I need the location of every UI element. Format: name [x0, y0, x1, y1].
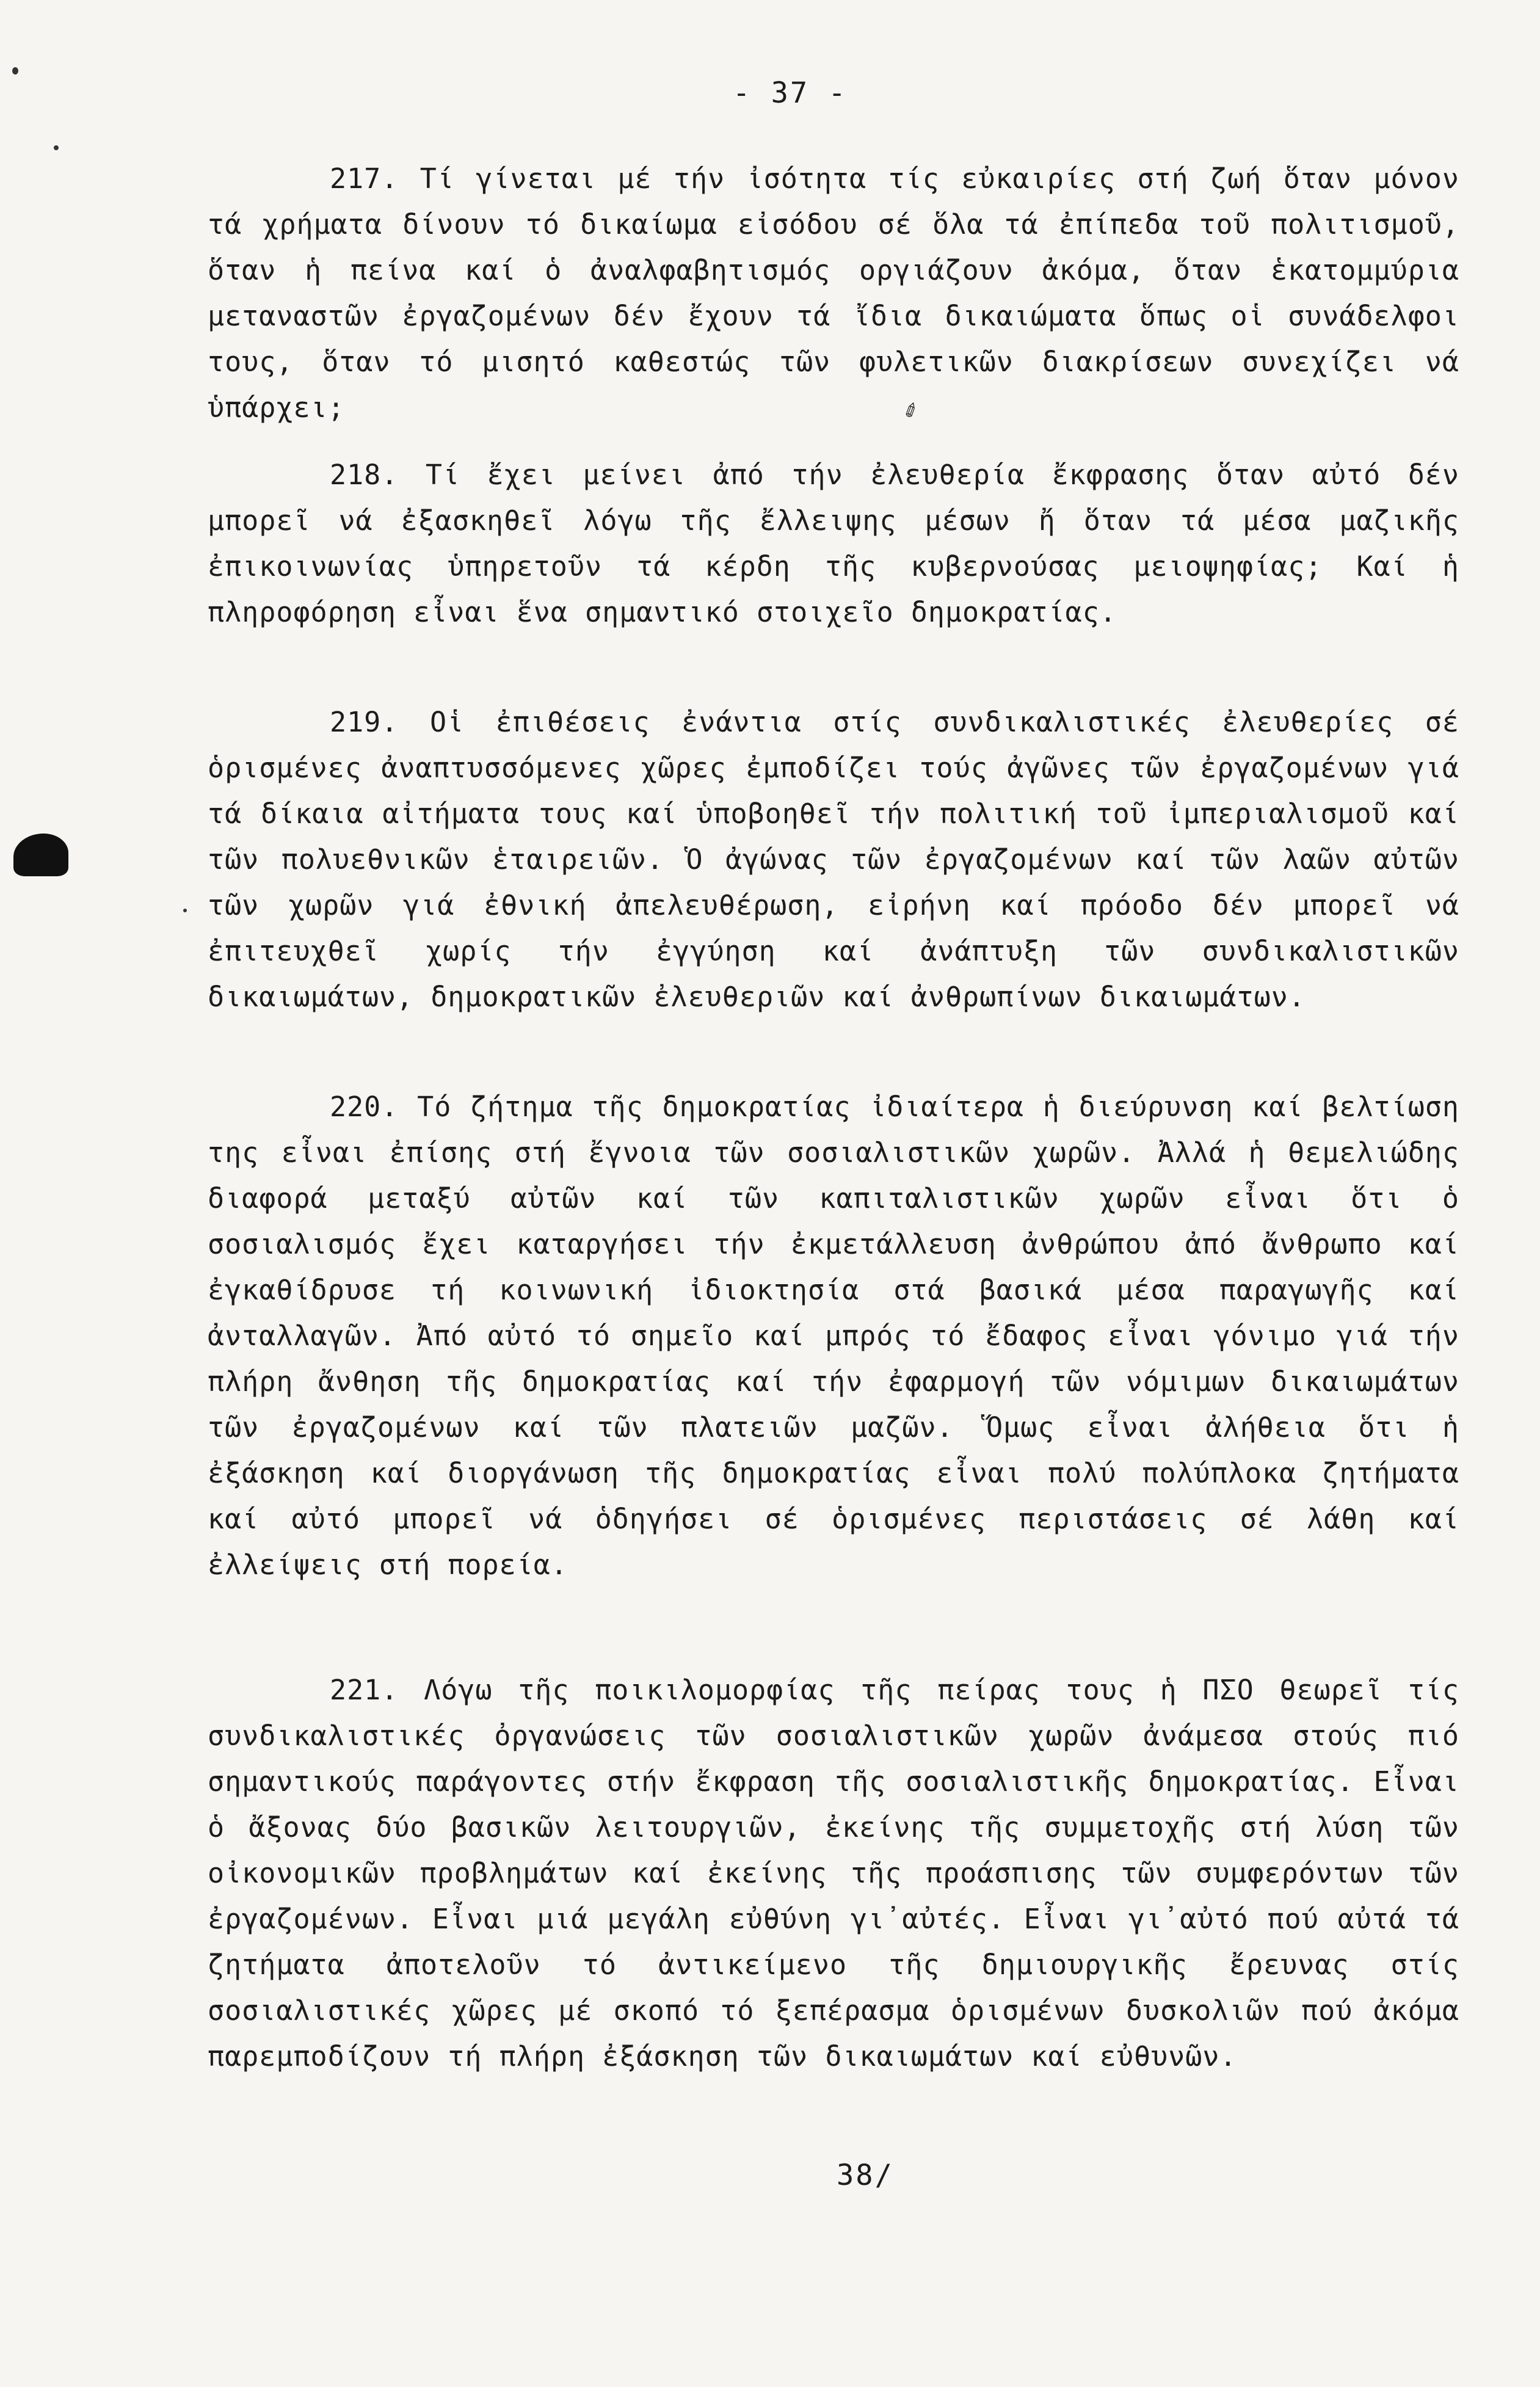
continuation-footer: 38/	[837, 2159, 894, 2192]
scan-speck	[12, 67, 18, 74]
paragraph-220: 220. Τό ζήτημα τῆς δημοκρατίας ἰδιαίτερα ἡ διεύρυνση καί βελτίωση της εἶναι ἐπίσης στή ἔγνοια τῶν σοσιαλιστικῶν χωρῶν. Ἀλλά ἡ θεμελιώδης διαφορά μεταξύ αὐτῶν καί τῶν καπιταλιστικῶν χωρῶν εἶναι ὅτι ὁ σοσιαλισμός ἔχει καταργήσει τήν ἐκμετάλλευση ἀνθρώπου ἀπό ἄνθρωπο καί ἐγκαθίδρυσε τή κοινωνική ἰδιοκτησία στά βασικά μέσα παραγωγῆς καί ἀνταλλαγῶν. Ἀπό αὐτό τό σημεῖο καί μπρός τό ἔδαφος εἶναι γόνιμο γιά τήν πλήρη ἄνθηση τῆς δημοκρατίας καί τήν ἐφαρμογή τῶν νόμιμων δικαιωμάτων τῶν ἐργαζομένων καί τῶν πλατειῶν μαζῶν. Ὅμως εἶναι ἀλήθεια ὅτι ἡ ἐξάσκηση καί διοργάνωση τῆς δημοκρατίας εἶναι πολύ πολύπλοκα ζητήματα καί αὐτό μπορεῖ νά ὁδηγήσει σέ ὁρισμένες περιστάσεις σέ λάθη καί ἐλλείψεις στή πορεία.	[208, 1091, 1459, 1581]
paragraph-221: 221. Λόγω τῆς ποικιλομορφίας τῆς πείρας τους ἡ ΠΣΟ θεωρεῖ τίς συνδικαλιστικές ὀργανώσεις τῶν σοσιαλιστικῶν χωρῶν ἀνάμεσα στούς πιό σημαντικούς παράγοντες στήν ἔκφραση τῆς σοσιαλιστικῆς δημοκρατίας. Εἶναι ὁ ἄξονας δύο βασικῶν λειτουργιῶν, ἐκείνης τῆς συμμετοχῆς στή λύση τῶν οἰκονομικῶν προβλημάτων καί ἐκείνης τῆς προάσπισης τῶν συμφερόντων τῶν ἐργαζομένων. Εἶναι μιά μεγάλη εὐθύνη γι᾽αὐτές. Εἶναι γι᾽αὐτό πού αὐτά τά ζητήματα ἀποτελοῦν τό ἀντικείμενο τῆς δημιουργικῆς ἔρευνας στίς σοσιαλιστικές χῶρες μέ σκοπό τό ξεπέρασμα ὁρισμένων δυσκολιῶν πού ἀκόμα παρεμποδίζουν τή πλήρη ἐξάσκηση τῶν δικαιωμάτων καί εὐθυνῶν.	[208, 1674, 1459, 2073]
paragraph-217: 217. Τί γίνεται μέ τήν ἰσότητα τίς εὐκαιρίες στή ζωή ὅταν μόνον τά χρήματα δίνουν τό δικαίωμα εἰσόδου σέ ὅλα τά ἐπίπεδα τοῦ πολιτισμοῦ, ὅταν ἡ πείνα καί ὁ ἀναλφαβητισμός οργιάζουν ἀκόμα, ὅταν ἑκατομμύρια μεταναστῶν ἐργαζομένων δέν ἔχουν τά ἴδια δικαιώματα ὅπως οἱ συνάδελφοι τους, ὅταν τό μισητό καθεστώς τῶν φυλετικῶν διακρίσεων συνεχίζει νά ὑπάρχει;	[208, 162, 1459, 424]
paragraph-218: 218. Τί ἔχει μείνει ἀπό τήν ἐλευθερία ἔκφρασης ὅταν αὐτό δέν μπορεῖ νά ἐξασκηθεῖ λόγω τῆς ἔλλειψης μέσων ἤ ὅταν τά μέσα μαζικῆς ἐπικοινωνίας ὑπηρετοῦν τά κέρδη τῆς κυβερνούσας μειοψηφίας; Καί ἡ πληροφόρηση εἶναι ἕνα σημαντικό στοιχεῖο δημοκρατίας.	[208, 459, 1459, 628]
pen-mark: ✐	[898, 395, 923, 426]
scan-ink-blot	[13, 834, 68, 876]
scan-speck	[54, 145, 59, 150]
paragraph-219: 219. Οἱ ἐπιθέσεις ἐνάντια στίς συνδικαλιστικές ἐλευθερίες σέ ὁρισμένες ἀναπτυσσόμενες χῶρες ἐμποδίζει τούς ἀγῶνες τῶν ἐργαζομένων γιά τά δίκαια αἰτήματα τους καί ὑποβοηθεῖ τήν πολιτική τοῦ ἰμπεριαλισμοῦ καί τῶν πολυεθνικῶν ἑταιρειῶν. Ὁ ἀγώνας τῶν ἐργαζομένων καί τῶν λαῶν αὐτῶν τῶν χωρῶν γιά ἐθνική ἀπελευθέρωση, εἰρήνη καί πρόοδο δέν μπορεῖ νά ἐπιτευχθεῖ χωρίς τήν ἐγγύηση καί ἀνάπτυξη τῶν συνδικαλιστικῶν δικαιωμάτων, δημοκρατικῶν ἐλευθεριῶν καί ἀνθρωπίνων δικαιωμάτων.	[208, 706, 1459, 1013]
scan-speck	[183, 909, 187, 912]
page-number-header: - 37 -	[733, 76, 848, 110]
